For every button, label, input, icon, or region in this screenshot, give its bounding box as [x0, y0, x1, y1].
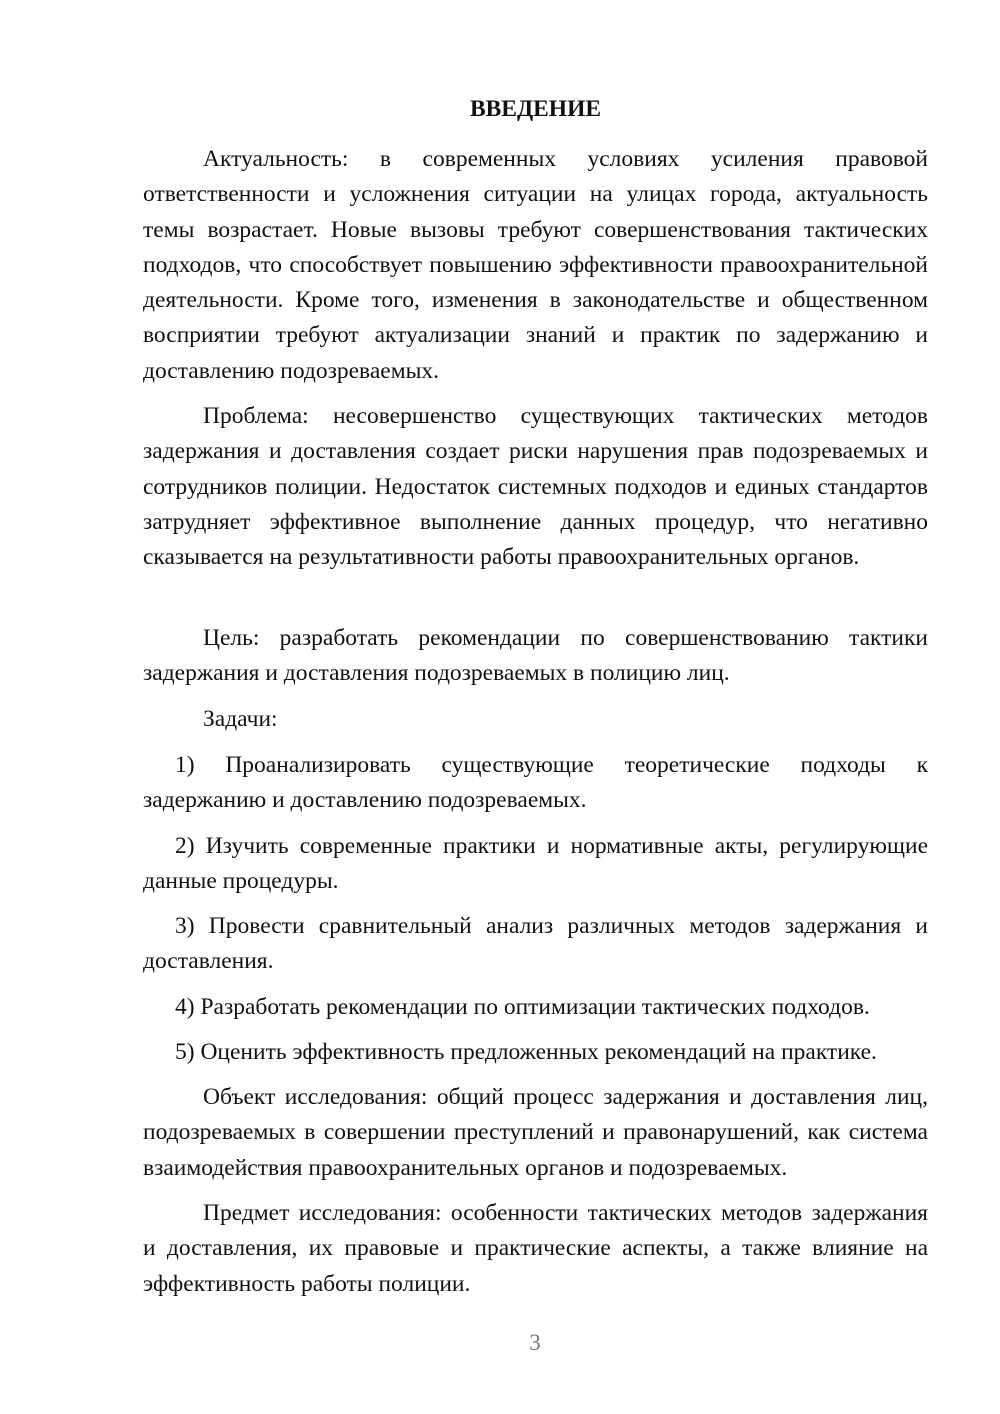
task-item-3: 3) Провести сравнительный анализ различных методов задержания и доставления.	[143, 913, 928, 975]
page-title: ВВЕДЕНИЕ	[469, 96, 602, 122]
task-item-5: 5) Оценить эффективность предложенных рекомендаций на практике.	[175, 1039, 877, 1065]
tasks-heading: Задачи:	[203, 706, 278, 732]
subject-paragraph: Предмет исследования: особенности тактических методов задержания и доставления, их правовые и практические аспекты, а также влияние на эффективность работы полиции.	[143, 1200, 928, 1297]
task-item-2: 2) Изучить современные практики и нормативные акты, регулирующие данные процедуры.	[143, 833, 928, 895]
task-item-1: 1) Проанализировать существующие теоретические подходы к задержанию и доставлению подозреваемых.	[143, 752, 928, 814]
task-item-4: 4) Разработать рекомендации по оптимизации тактических подходов.	[175, 994, 870, 1020]
page-number: 3	[529, 1330, 541, 1355]
goal-paragraph: Цель: разработать рекомендации по совершенствованию тактики задержания и доставления подозреваемых в полицию лиц.	[143, 625, 928, 687]
problem-paragraph: Проблема: несовершенство существующих тактических методов задержания и доставления создает риски нарушения прав подозреваемых и сотрудников полиции. Недостаток системных подходов и единых стандартов затрудняет эффективное выполнение данных процедур, что негативно сказывается на результативности работы правоохранительных органов.	[143, 403, 928, 571]
object-paragraph: Объект исследования: общий процесс задержания и доставления лиц, подозреваемых в совершении преступлений и правонарушений, как система взаимодействия правоохранительных органов и подозреваемых.	[143, 1084, 928, 1181]
relevance-paragraph: Актуальность: в современных условиях усиления правовой ответственности и усложнения ситуации на улицах города, актуальность темы возрастает. Новые вызовы требуют совершенствования тактических подходов, что способствует повышению эффективности правоохранительной деятельности. Кроме того, изменения в законодательстве и общественном восприятии требуют актуализации знаний и практик по задержанию и доставлению подозреваемых.	[143, 146, 928, 384]
